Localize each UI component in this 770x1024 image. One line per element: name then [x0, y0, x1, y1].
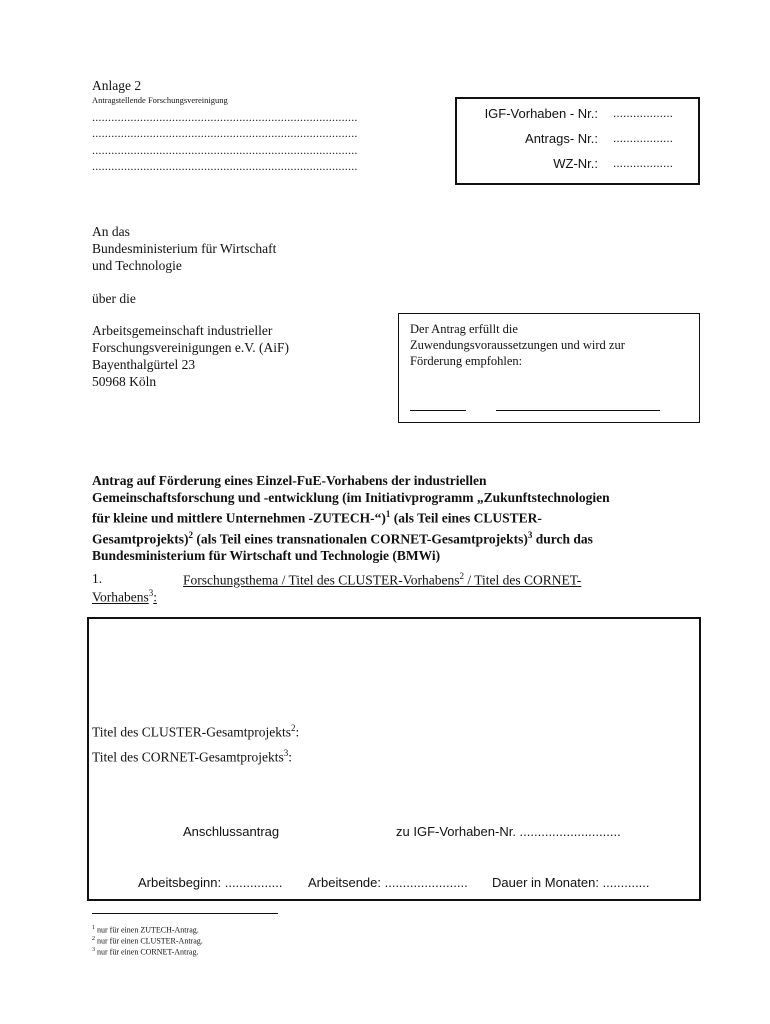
section-1-heading-cont: Vorhabens$^3$:: [92, 588, 158, 605]
recommendation-line-3: Förderung empfohlen:: [410, 354, 523, 368]
wz-number-label: WZ-Nr.:: [553, 156, 598, 171]
applicant-line-4[interactable]: ...................................................................................: [92, 159, 358, 173]
name-signature-line[interactable]: [496, 410, 660, 411]
date-signature-line[interactable]: [410, 410, 466, 411]
footnote-3: $^3$ nur für einen CORNET-Antrag.: [92, 947, 199, 957]
igf-number-field[interactable]: ..................: [613, 106, 674, 120]
recommendation-line-1: Der Antrag erfüllt die: [410, 322, 518, 336]
aif-line-3: Bayenthalgürtel 23: [92, 357, 196, 372]
footnote-1: $^1$ nur für einen ZUTECH-Antrag.: [92, 925, 199, 935]
footnote-separator: [92, 913, 278, 914]
cornet-title-field[interactable]: Titel des CORNET-Gesamtprojekts$^3$:: [92, 748, 293, 765]
applicant-label: Antragstellende Forschungsvereinigung: [92, 95, 228, 105]
applicant-line-1[interactable]: ...................................................................................: [92, 110, 358, 124]
recommendation-line-2: Zuwendungsvoraussetzungen und wird zur: [410, 338, 625, 352]
duration-months-field[interactable]: Dauer in Monaten: .............: [492, 875, 650, 890]
section-1-number: 1.: [92, 571, 103, 586]
section-1-heading: Forschungsthema / Titel des CLUSTER-Vorhabens$^2$ / Titel des CORNET-: [183, 571, 582, 588]
via-label: über die: [92, 291, 136, 306]
aif-line-1: Arbeitsgemeinschaft industrieller: [92, 323, 273, 338]
address-line-3: und Technologie: [92, 258, 182, 273]
igf-reference-field[interactable]: zu IGF-Vorhaben-Nr. ............................: [396, 824, 621, 839]
address-line-2: Bundesministerium für Wirtschaft: [92, 241, 277, 256]
follow-up-application-label: Anschlussantrag: [183, 824, 280, 839]
applicant-line-2[interactable]: ...................................................................................: [92, 126, 358, 140]
igf-number-label: IGF-Vorhaben - Nr.:: [484, 106, 598, 121]
end-date-field[interactable]: Arbeitsende: .......................: [308, 875, 468, 890]
start-date-field[interactable]: Arbeitsbeginn: ................: [138, 875, 283, 890]
title-line-4: Gesamtprojekts)$^2$ (als Teil eines transnationalen CORNET-Gesamtprojekts)$^3$ durch das: [92, 529, 593, 546]
application-number-label: Antrags- Nr.:: [525, 131, 598, 146]
title-line-1: Antrag auf Förderung eines Einzel-FuE-Vorhabens der industriellen: [92, 473, 487, 488]
cluster-title-field[interactable]: Titel des CLUSTER-Gesamtprojekts$^2$:: [92, 723, 300, 740]
applicant-line-3[interactable]: ...................................................................................: [92, 143, 358, 157]
wz-number-field[interactable]: ..................: [613, 156, 674, 170]
aif-line-4: 50968 Köln: [92, 374, 157, 389]
application-title: [92, 472, 610, 564]
aif-line-2: Forschungsvereinigungen e.V. (AiF): [92, 340, 289, 355]
title-line-3: für kleine und mittlere Unternehmen -ZUTECH-“)$^1$ (als Teil eines CLUSTER-: [92, 509, 542, 526]
address-line-1: An das: [92, 224, 130, 239]
annex-label: Anlage 2: [92, 78, 142, 93]
title-line-2: Gemeinschaftsforschung und -entwicklung (im Initiativprogramm „Zukunftstechnologien: [92, 490, 610, 505]
application-number-field[interactable]: ..................: [613, 131, 674, 145]
title-line-5: Bundesministerium für Wirtschaft und Technologie (BMWi): [92, 548, 441, 563]
footnote-2: $^2$ nur für einen CLUSTER-Antrag.: [92, 936, 203, 946]
